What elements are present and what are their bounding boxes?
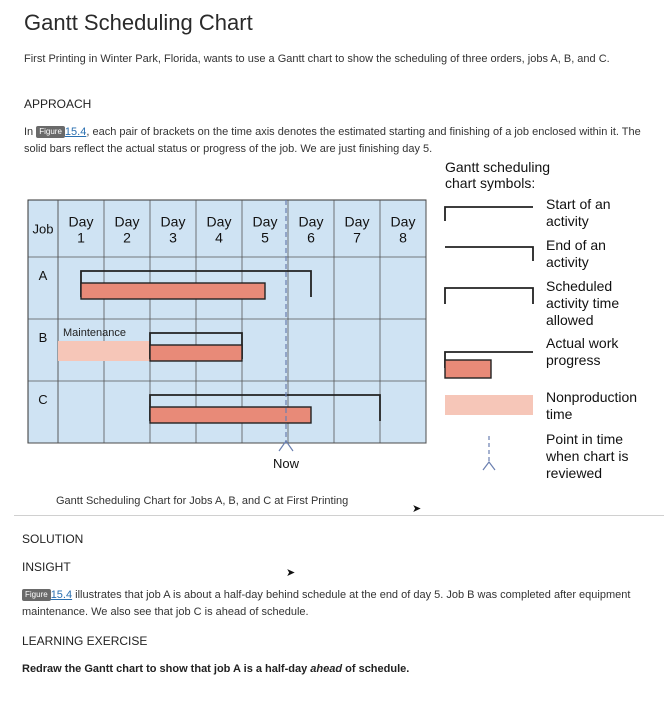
exercise-heading: LEARNING EXERCISE [22, 634, 148, 648]
column-header-number: 4 [215, 229, 223, 246]
column-header-day: Day [68, 213, 94, 230]
column-header-number: 3 [169, 229, 177, 246]
legend-label: activity time [546, 295, 620, 311]
actual-progress-bar [150, 407, 311, 423]
insight-figure-badge: Figure [22, 589, 51, 601]
column-header-number: 6 [307, 229, 315, 246]
column-header-day: Day [206, 213, 232, 230]
legend-label: Nonproduction [546, 389, 638, 405]
figure-link[interactable]: 15.4 [64, 126, 87, 138]
column-header-day: Day [344, 213, 370, 230]
now-label: Now [272, 456, 300, 471]
column-header-day: Day [160, 213, 186, 230]
legend-label: Point in time [546, 431, 624, 447]
mouse-cursor-icon: ➤ [286, 567, 296, 579]
legend-nonproduction-icon [445, 395, 533, 415]
figure-caption: Gantt Scheduling Chart for Jobs A, B, and C at First Printing [56, 495, 349, 507]
legend-label: activity [546, 254, 589, 270]
legend-label: allowed [546, 312, 594, 328]
column-header-day: Day [298, 213, 324, 230]
insight-heading: INSIGHT [22, 560, 71, 574]
column-header-number: 7 [353, 229, 361, 246]
legend-start-bracket-icon [445, 207, 533, 221]
column-header-day: Day [390, 213, 416, 230]
column-header-number: 5 [261, 229, 269, 246]
legend-actual-bar-icon [445, 360, 491, 378]
job-label: B [38, 330, 48, 345]
symbols-title-line2: chart symbols: [445, 175, 536, 191]
exercise-emphasis: ahead [310, 663, 343, 675]
mouse-cursor-icon-2: ➤ [412, 503, 422, 515]
exercise-before: Redraw the Gantt chart to show that job A is a half-day [22, 663, 311, 675]
actual-progress-bar [150, 345, 242, 361]
legend-label: Actual work [546, 335, 619, 351]
maintenance-label: Maintenance [63, 327, 126, 339]
solution-panel [14, 515, 664, 701]
legend-scheduled-bracket-icon [445, 288, 533, 304]
column-header-number: 2 [123, 229, 131, 246]
legend-label: Start of an [546, 196, 611, 212]
approach-prefix: In [24, 126, 37, 138]
column-header-day: Day [114, 213, 140, 230]
job-label: A [38, 268, 48, 283]
figure-badge: Figure [36, 126, 65, 138]
approach-body: , each pair of brackets on the time axis denotes the estimated starting and finishing of a job enclosed within it. The solid bars reflect the actual status or progress of the job. We are just finishing day 5. [24, 126, 641, 155]
legend-now-marker-icon [483, 462, 495, 470]
legend-label: when chart is [546, 448, 629, 464]
legend-label: progress [546, 352, 601, 368]
solution-heading: SOLUTION [22, 532, 84, 546]
legend-label: End of an [546, 237, 606, 253]
legend-end-bracket-icon [445, 247, 533, 261]
job-label: C [38, 392, 48, 407]
insight-paragraph [22, 587, 652, 621]
legend-label: time [546, 406, 573, 422]
row-header-label: Job [32, 221, 54, 237]
nonproduction-bar [58, 341, 150, 361]
column-header-day: Day [252, 213, 278, 230]
insight-body: illustrates that job A is about a half-day behind schedule at the end of day 5. Job B was completed after equipment maintenance. We also see that job C is ahead of schedule. [22, 589, 631, 618]
page-title: Gantt Scheduling Chart [24, 10, 253, 35]
intro-paragraph: First Printing in Winter Park, Florida, wants to use a Gantt chart to show the scheduling of three orders, jobs A, B, and C. [24, 53, 610, 65]
column-header-number: 8 [399, 229, 407, 246]
exercise-after: of schedule. [342, 663, 410, 675]
actual-progress-bar [81, 283, 265, 299]
column-header-number: 1 [77, 229, 85, 246]
insight-figure-link[interactable]: 15.4 [50, 589, 73, 601]
legend-label: Scheduled [546, 278, 613, 294]
symbols-title-line1: Gantt scheduling [445, 159, 551, 175]
exercise-text [22, 663, 409, 675]
approach-heading: APPROACH [24, 97, 92, 111]
legend-label: activity [546, 213, 589, 229]
legend-label: reviewed [546, 465, 603, 481]
